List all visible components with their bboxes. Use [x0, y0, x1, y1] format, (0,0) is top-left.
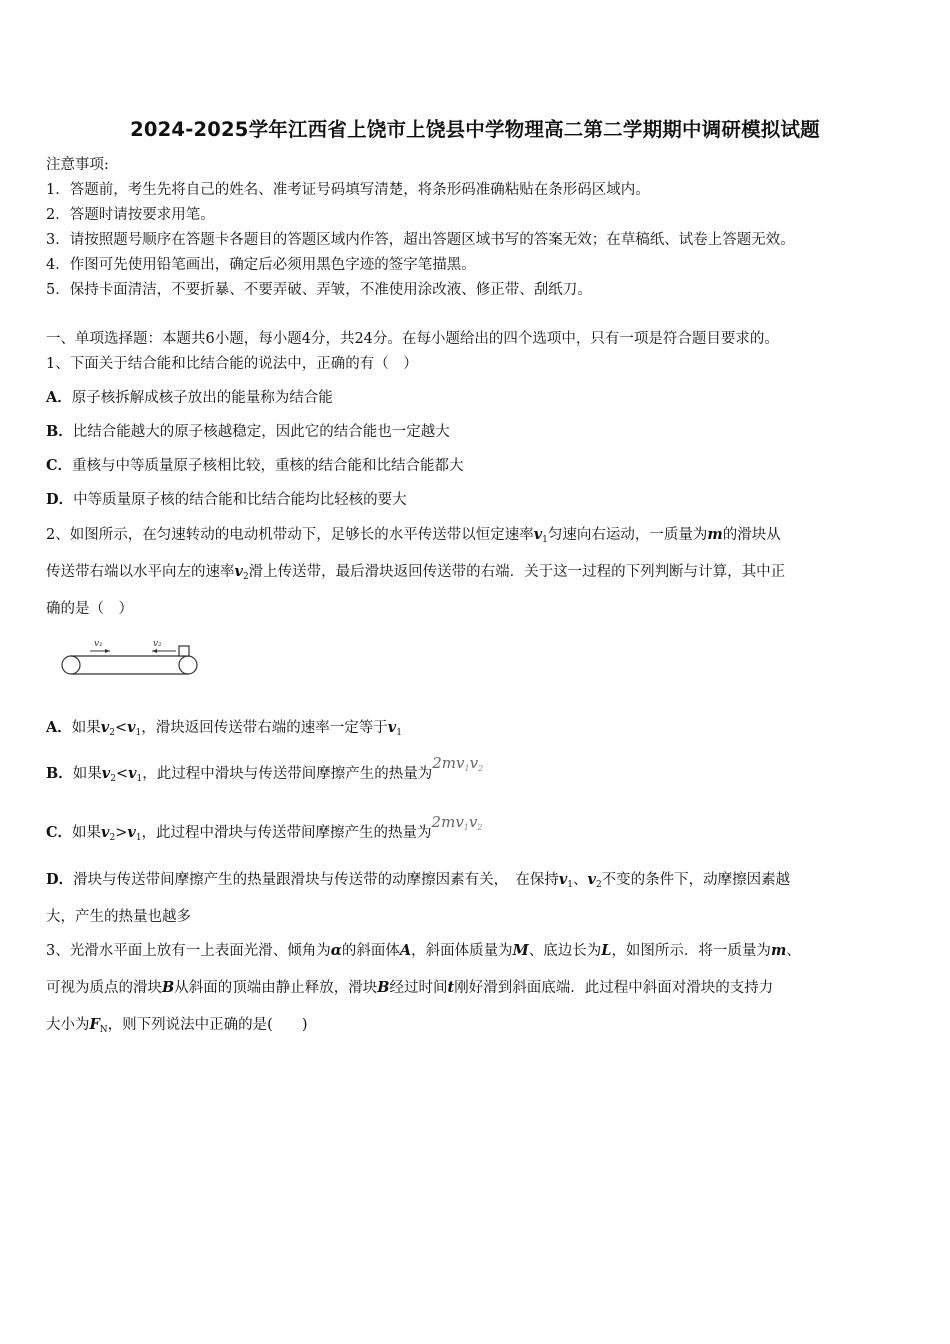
var-v: v [587, 871, 596, 888]
var-alpha: α [330, 942, 342, 959]
section-heading: 一、单项选择题：本题共6小题，每小题4分，共24分。在每小题给出的四个选项中，只有一项是符合题目要求的。 [46, 331, 779, 347]
sub: 2 [110, 774, 116, 784]
heat-formula [432, 813, 483, 831]
text: 匀速向右运动，一质量为 [547, 527, 708, 543]
var-t: t [447, 979, 455, 996]
var-v: v [533, 526, 543, 543]
option-label: A． [46, 389, 72, 406]
sub: 1 [396, 728, 402, 738]
q2-option-d-line1 [46, 868, 790, 890]
v2-arrowhead [152, 649, 157, 653]
v2-label: v₂ [153, 639, 162, 649]
q3-line3 [46, 1013, 308, 1035]
q3-line1 [46, 939, 801, 960]
option-label: D． [46, 491, 74, 508]
text: 经过时间 [389, 980, 448, 996]
notice-item-2: 2．答题时请按要求用笔。 [46, 207, 215, 223]
text: 3、光滑水平面上放有一上表面光滑、倾角为 [46, 943, 331, 959]
q2-option-b [46, 754, 484, 784]
var-v: v [128, 765, 137, 782]
var-v: v [387, 719, 397, 736]
q2-stem-line2 [46, 560, 785, 582]
option-label: C． [46, 824, 73, 841]
option-label: B． [46, 423, 73, 440]
sub: 1 [463, 823, 469, 832]
var-v: v [127, 719, 136, 736]
page-title: 2024-2025学年江西省上饶市上饶县中学物理高二第二学期期中调研模拟试题 [130, 118, 820, 141]
notice-heading: 注意事项: [46, 157, 109, 173]
text: ，滑块返回传送带右端的速率一定等于 [141, 720, 388, 736]
left-pulley [62, 656, 80, 674]
conveyor-belt-figure [58, 634, 202, 680]
text: 可视为质点的滑块 [46, 980, 162, 996]
slider-block [179, 646, 189, 656]
text: 、 [573, 872, 588, 888]
var-v: v [558, 871, 568, 888]
var-v: v [234, 563, 243, 580]
v1-arrowhead [105, 649, 110, 653]
text: 刚好滑到斜面底端．此过程中斜面对滑块的支持力 [454, 980, 774, 996]
var-L: L [601, 942, 612, 959]
var-A: A [399, 942, 412, 959]
q2-stem-line3: 确的是（ ） [46, 601, 133, 617]
text: 、底边长为 [528, 943, 602, 959]
var-v: v [100, 719, 110, 736]
notice-item-1: 1．答题前，考生先将自己的姓名、准考证号码填写清楚，将条形码准确粘贴在条形码区域内。 [46, 182, 650, 198]
notice-item-3: 3．请按照题号顺序在答题卡各题目的答题区域内作答，超出答题区域书写的答案无效；在草稿纸、试卷上答题无效。 [46, 232, 795, 248]
relation: < [115, 766, 129, 782]
text: 如果 [71, 720, 101, 736]
sub: 1 [542, 535, 548, 545]
q2-option-d-line2: 大，产生的热量也越多 [46, 909, 191, 925]
text: ，斜面体质量为 [411, 943, 513, 959]
sub: 2 [595, 880, 602, 890]
q2-option-a [46, 716, 402, 738]
var-v: v [101, 824, 110, 841]
q1-option-d [46, 488, 407, 509]
q1-option-a [46, 386, 333, 407]
text: 、 [786, 943, 801, 959]
text: 2、如图所示，在匀速转动的电动机带动下，足够长的水平传送带以恒定速率 [46, 527, 534, 543]
option-label: A． [46, 719, 72, 736]
q1-stem: 1、下面关于结合能和比结合能的说法中，正确的有（ ） [46, 356, 418, 372]
formula-part: 2mv [431, 813, 464, 831]
var-B: B [377, 979, 390, 996]
text: 的滑块从 [722, 527, 781, 543]
q1-option-c [46, 454, 464, 475]
text: 传送带右端以水平向左的速率 [46, 564, 235, 580]
option-label: C． [46, 457, 73, 474]
var-m: m [707, 526, 723, 543]
var-m: m [770, 942, 787, 959]
var-v: v [101, 765, 111, 782]
sub: 1 [135, 833, 142, 843]
text: 大小为 [46, 1017, 90, 1033]
text: 如果 [72, 766, 102, 782]
notice-item-5: 5．保持卡面清洁，不要折暴、不要弄破、弄皱，不准使用涂改液、修正带、刮纸刀。 [46, 282, 592, 298]
v1-label: v₁ [94, 639, 103, 649]
q3-line2 [46, 976, 773, 997]
q2-option-c [46, 813, 483, 843]
right-pulley [179, 656, 197, 674]
option-text: 中等质量原子核的结合能和比结合能均比轻核的要大 [73, 492, 407, 508]
formula-part: v [469, 754, 479, 772]
var-B: B [162, 979, 175, 996]
sub: 1 [136, 774, 143, 784]
notice-item-4: 4．作图可先使用铅笔画出，确定后必须用黑色字迹的签字笔描黑。 [46, 257, 476, 273]
text: 的斜面体 [341, 943, 400, 959]
text: ，此过程中滑块与传送带间摩擦产生的热量为 [141, 825, 432, 841]
option-text: 比结合能越大的原子核越稳定，因此它的结合能也一定越大 [72, 424, 450, 440]
text: 从斜面的顶端由静止释放，滑块 [174, 980, 378, 996]
formula-part: 2mv [432, 754, 465, 772]
text: ，则下列说法中正确的是( ) [107, 1017, 308, 1033]
sub: 2 [478, 764, 484, 773]
sub: 1 [464, 764, 470, 773]
sub: 1 [567, 880, 573, 890]
option-text: 重核与中等质量原子核相比较，重核的结合能和比结合能都大 [72, 458, 464, 474]
formula-part: v [468, 813, 478, 831]
text: ，此过程中滑块与传送带间摩擦产生的热量为 [142, 766, 433, 782]
text: 如果 [72, 825, 102, 841]
heat-formula [432, 754, 483, 772]
sub: 2 [109, 833, 116, 843]
sub: 2 [109, 728, 115, 738]
relation: < [114, 720, 128, 736]
var-M: M [512, 942, 529, 959]
var-F: F [89, 1016, 100, 1033]
option-text: 原子核拆解成核子放出的能量称为结合能 [71, 390, 333, 406]
sub: N [99, 1025, 108, 1035]
q2-stem-line1 [46, 523, 781, 545]
sub: 1 [135, 728, 142, 738]
option-label: D． [46, 871, 74, 888]
sub: 2 [477, 823, 483, 832]
text: 滑块与传送带间摩擦产生的热量跟滑块与传送带的动摩擦因素有关， 在保持 [73, 872, 559, 888]
text: ，如图所示．将一质量为 [611, 943, 771, 959]
text: 滑上传送带，最后滑块返回传送带的右端．关于这一过程的下列判断与计算，其中正 [248, 564, 786, 580]
option-label: B． [46, 765, 73, 782]
q1-option-b [46, 420, 450, 441]
text: 不变的条件下，动摩擦因素越 [601, 872, 791, 888]
var-v: v [127, 824, 136, 841]
sub: 2 [242, 572, 249, 582]
relation: > [115, 825, 128, 841]
